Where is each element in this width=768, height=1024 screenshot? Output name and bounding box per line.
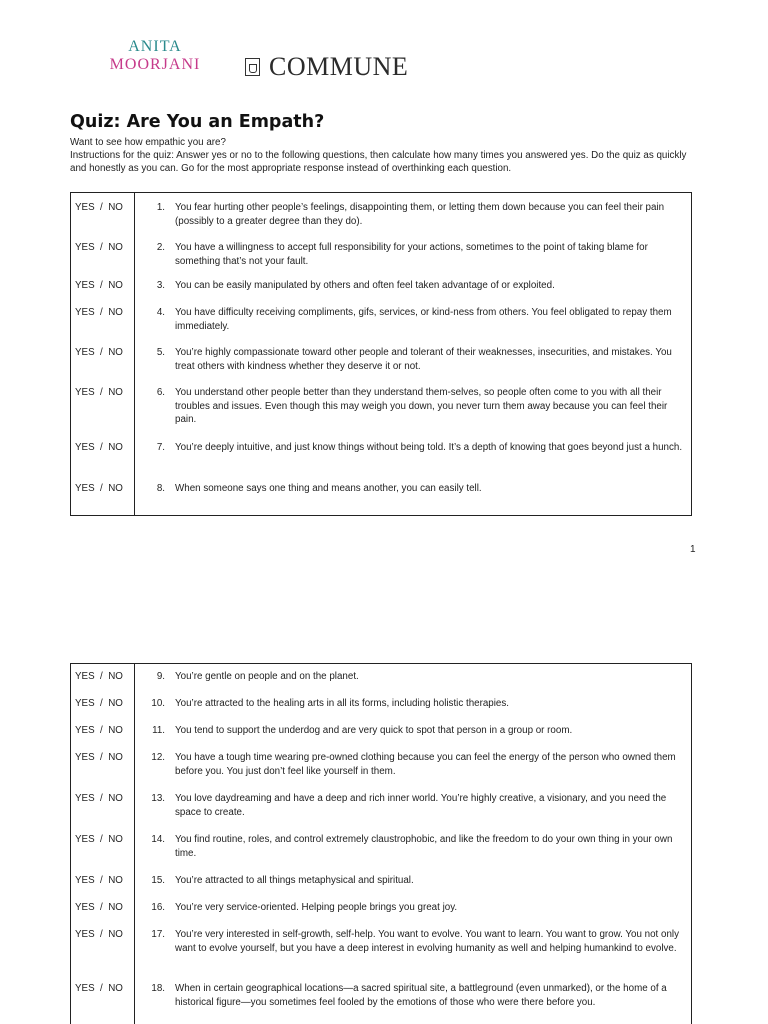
yes-no-answer[interactable]: YES / NO [75, 698, 123, 709]
page-number: 1 [690, 544, 696, 555]
intro-line-1: Want to see how empathic you are? [70, 137, 226, 148]
column-divider [134, 664, 135, 1024]
page-title: Quiz: Are You an Empath? [70, 112, 325, 132]
question-text: You’re deeply intuitive, and just know things without being told. It’s a depth of knowing that goes beyond just a hunch. [175, 442, 683, 453]
question-text: You have difficulty receiving compliments, gifs, services, or kind-ness from others. You feel obligated to repay them immediately. [175, 307, 672, 332]
question-text: You’re very interested in self-growth, self-help. You want to evolve. You want to learn. You want to grow. You not only want to evolve yourself, but you have a deep interest in evolving humanity as well and helping humankind to evolve. [175, 929, 679, 954]
yes-no-answer[interactable]: YES / NO [75, 875, 123, 886]
question-number: 10. [151, 698, 165, 709]
yes-no-answer[interactable]: YES / NO [75, 793, 123, 804]
question-number: 7. [156, 442, 165, 453]
question-number: 2. [156, 242, 165, 253]
intro-instructions: Instructions for the quiz: Answer yes or no to the following questions, then calculate how many times you answered yes. Do the quiz as quickly and honestly as you can. Go for the most appropriate response instead of overthinking each question. [70, 150, 687, 175]
question-text: You’re gentle on people and on the planet. [175, 671, 359, 682]
question-text: You’re very service-oriented. Helping people brings you great joy. [175, 902, 458, 913]
yes-no-answer[interactable]: YES / NO [75, 242, 123, 253]
question-text: You’re highly compassionate toward other people and tolerant of their weaknesses, insecurities, and mistakes. You treat others with kindness whether they deserve it or not. [175, 347, 672, 372]
question-number: 1. [156, 202, 165, 213]
yes-no-answer[interactable]: YES / NO [75, 902, 123, 913]
question-number: 6. [156, 387, 165, 398]
yes-no-answer[interactable]: YES / NO [75, 929, 123, 940]
yes-no-answer[interactable]: YES / NO [75, 483, 123, 494]
commune-logo [245, 52, 408, 82]
question-text: You understand other people better than they understand them-selves, so people often come to you with all their troubles and issues. Even though this may weigh you down, you never turn them away because you can feel their pain. [175, 387, 668, 426]
question-text: When in certain geographical locations—a sacred spiritual site, a battleground (even unmarked), or the home of a historical figure—you sometimes feel fooled by the emotions of those who were there before you. [175, 983, 667, 1008]
quiz-table-2 [70, 663, 692, 1024]
logo-line-2: MOORJANI [109, 56, 201, 73]
question-text: You have a willingness to accept full responsibility for your actions, sometimes to the point of taking blame for something that’s not your fault. [175, 242, 648, 267]
yes-no-answer[interactable]: YES / NO [75, 834, 123, 845]
question-text: You can be easily manipulated by others and often feel taken advantage of or exploited. [175, 280, 555, 291]
question-text: You’re attracted to all things metaphysical and spiritual. [175, 875, 414, 886]
column-divider [134, 193, 135, 515]
question-number: 8. [156, 483, 165, 494]
yes-no-answer[interactable]: YES / NO [75, 307, 123, 318]
question-number: 11. [152, 725, 165, 736]
yes-no-answer[interactable]: YES / NO [75, 671, 123, 682]
question-number: 5. [156, 347, 165, 358]
question-number: 14. [151, 834, 165, 845]
question-number: 17. [151, 929, 165, 940]
question-number: 4. [156, 307, 165, 318]
question-number: 9. [156, 671, 165, 682]
question-number: 13. [151, 793, 165, 804]
question-number: 3. [156, 280, 165, 291]
question-text: You tend to support the underdog and are very quick to spot that person in a group or room. [175, 725, 573, 736]
yes-no-answer[interactable]: YES / NO [75, 202, 123, 213]
question-number: 16. [151, 902, 165, 913]
yes-no-answer[interactable]: YES / NO [75, 983, 123, 994]
yes-no-answer[interactable]: YES / NO [75, 725, 123, 736]
intro-text [70, 136, 700, 176]
yes-no-answer[interactable]: YES / NO [75, 347, 123, 358]
yes-no-answer[interactable]: YES / NO [75, 387, 123, 398]
quiz-table-1 [70, 192, 692, 516]
logo-line-1: ANITA [128, 38, 182, 55]
yes-no-answer[interactable]: YES / NO [75, 280, 123, 291]
question-text: You find routine, roles, and control extremely claustrophobic, and like the freedom to do your own thing in your own time. [175, 834, 673, 859]
question-text: You have a tough time wearing pre-owned clothing because you can feel the energy of the person who owned them before you. You just don’t feel like yourself in them. [175, 752, 676, 777]
question-text: When someone says one thing and means another, you can easily tell. [175, 483, 482, 494]
commune-icon [245, 58, 260, 76]
question-text: You love daydreaming and have a deep and rich inner world. You’re highly creative, a visionary, and you need the space to create. [175, 793, 667, 818]
question-number: 18. [151, 983, 165, 994]
question-text: You fear hurting other people’s feelings, disappointing them, or letting them down because you can feel their pain (possibly to a greater degree than they do). [175, 202, 665, 227]
header-logos [105, 38, 425, 82]
anita-moorjani-logo [105, 38, 205, 78]
question-number: 15. [151, 875, 165, 886]
yes-no-answer[interactable]: YES / NO [75, 442, 123, 453]
question-number: 12. [151, 752, 165, 763]
question-text: You’re attracted to the healing arts in all its forms, including holistic therapies. [175, 698, 509, 709]
yes-no-answer[interactable]: YES / NO [75, 752, 123, 763]
commune-wordmark: COMMUNE [269, 52, 409, 81]
